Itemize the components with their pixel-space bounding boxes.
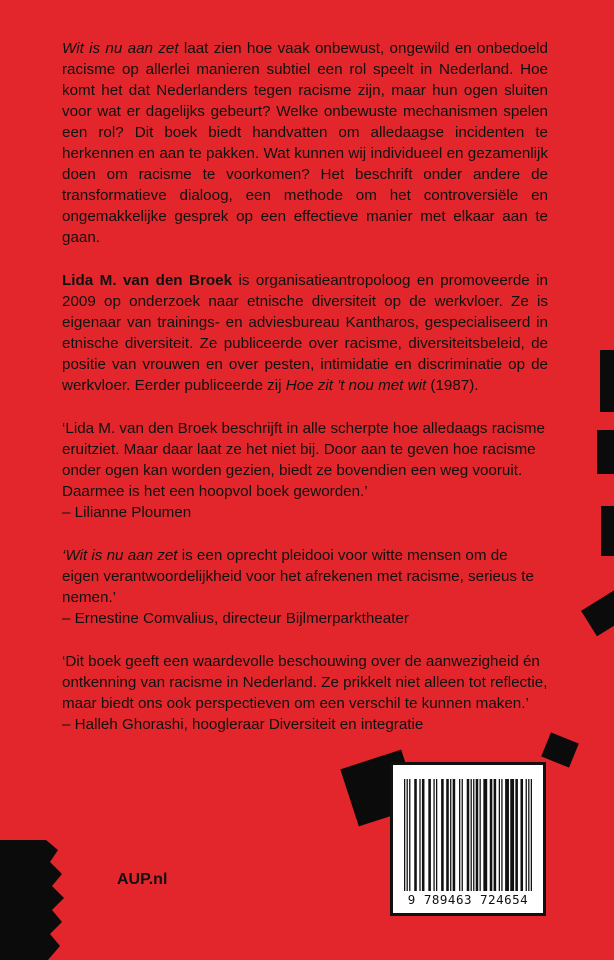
barcode-bar: [501, 779, 502, 891]
barcode-bar: [494, 779, 497, 891]
quote-comvalius: [62, 545, 548, 629]
decor-shape: [601, 506, 614, 556]
barcode-bar: [428, 779, 431, 891]
barcode-bar: [520, 779, 523, 891]
barcode-bar: [510, 779, 514, 891]
quote-ploumen: [62, 418, 548, 523]
isbn-number: 9 789463 724654: [407, 892, 529, 907]
author-bio: [62, 270, 548, 396]
decor-jagged-block: [0, 840, 70, 960]
quote-attribution: – Halleh Ghorashi, hoogleraar Diversiteit en integratie: [62, 716, 424, 733]
barcode: [390, 762, 546, 916]
barcode-bar: [490, 779, 493, 891]
barcode-bar: [467, 779, 470, 891]
cover-text: [62, 38, 548, 757]
decor-shape: [597, 430, 614, 474]
barcode-bar: [462, 779, 463, 891]
quote-text: ‘Lida M. van den Broek beschrijft in alle scherpte hoe alledaags racisme eruitziet. Maar daar laat ze het niet bij. Door aan te geven hoe racisme onder ogen kan worden gezien, biedt ze bovendien een weg vooruit. Daarmee is het een hoopvol boek geworden.’: [62, 420, 545, 500]
author-bio-year: (1987).: [426, 377, 479, 394]
quote-ghorashi: [62, 651, 548, 735]
barcode-bar: [404, 779, 405, 891]
barcode-bar: [441, 779, 444, 891]
barcode-bar: [483, 779, 487, 891]
barcode-bar: [436, 779, 437, 891]
publisher-logo: AUP.nl: [117, 871, 168, 888]
barcode-bar: [471, 779, 472, 891]
barcode-bar: [433, 779, 434, 891]
barcode-bar: [531, 779, 532, 891]
barcode-bar: [414, 779, 417, 891]
barcode-bar: [505, 779, 509, 891]
earlier-book-title: Hoe zit 't nou met wit: [285, 377, 427, 394]
barcode-bar: [459, 779, 460, 891]
quote-attribution: – Lilianne Ploumen: [62, 504, 192, 521]
author-name: Lida M. van den Broek: [62, 272, 233, 289]
barcode-bar: [409, 779, 410, 891]
barcode-bar: [419, 779, 420, 891]
barcode-bar: [407, 779, 408, 891]
barcode-bar: [480, 779, 481, 891]
decor-shape: [600, 350, 614, 412]
barcode-bar: [528, 779, 529, 891]
quote-attribution: – Ernestine Comvalius, directeur Bijlmerparktheater: [62, 610, 409, 627]
barcode-bar: [450, 779, 451, 891]
blurb-text: laat zien hoe vaak onbewust, ongewild en onbedoeld racisme op allerlei manieren subtiel een rol speelt in Nederland. Hoe komt het dat Nederlanders tegen racisme zijn, maar hun ogen sluiten voor wat er dagelijks gebeurt? Welke onbewuste mechanismen spelen een rol? Dit boek biedt handvatten om alledaagse incidenten te herkennen en aan te pakken. Wat kunnen wij individueel en gezamenlijk doen om racisme te voorkomen? Het beschrift onder andere de transformatieve dialoog, een methode om het controversiële en ongemakkelijke gesprek op een effectieve manier met elkaar aan te gaan.: [62, 40, 548, 246]
quote-text: is een oprecht pleidooi voor witte mensen om de eigen verantwoordelijkheid voor het afrekenen met racisme, serieus te nemen.’: [62, 547, 534, 606]
author-bio-text: is organisatieantropoloog en promoveerde in 2009 op onderzoek naar etnische diversiteit op de werkvloer. Ze is eigenaar van trainings- en adviesbureau Kantharos, gespecialiseerd in etnische diversiteit. Ze publiceerde over racisme, diversiteitsbeleid, de positie van vrouwen en over pesten, intimidatie en discriminatie op de werkvloer. Eerder publiceerde zij: [62, 272, 548, 394]
quote-title-lead: ‘Wit is nu aan zet: [62, 547, 178, 564]
barcode-bar: [453, 779, 456, 891]
barcode-bar: [526, 779, 527, 891]
barcode-bar: [422, 779, 425, 891]
barcode-bar: [515, 779, 518, 891]
barcode-bars: [403, 779, 533, 891]
blurb-paragraph: [62, 38, 548, 248]
decor-shape: [581, 590, 614, 637]
book-title: Wit is nu aan zet: [62, 40, 179, 57]
barcode-bar: [499, 779, 500, 891]
quote-text: ‘Dit boek geeft een waardevolle beschouwing over de aanwezigheid én ontkenning van racisme in Nederland. Ze prikkelt niet alleen tot reflectie, maar biedt ons ook perspectieven om een verschil te kunnen maken.’: [62, 653, 548, 712]
barcode-bar: [446, 779, 449, 891]
barcode-bar: [473, 779, 474, 891]
barcode-bar: [476, 779, 479, 891]
